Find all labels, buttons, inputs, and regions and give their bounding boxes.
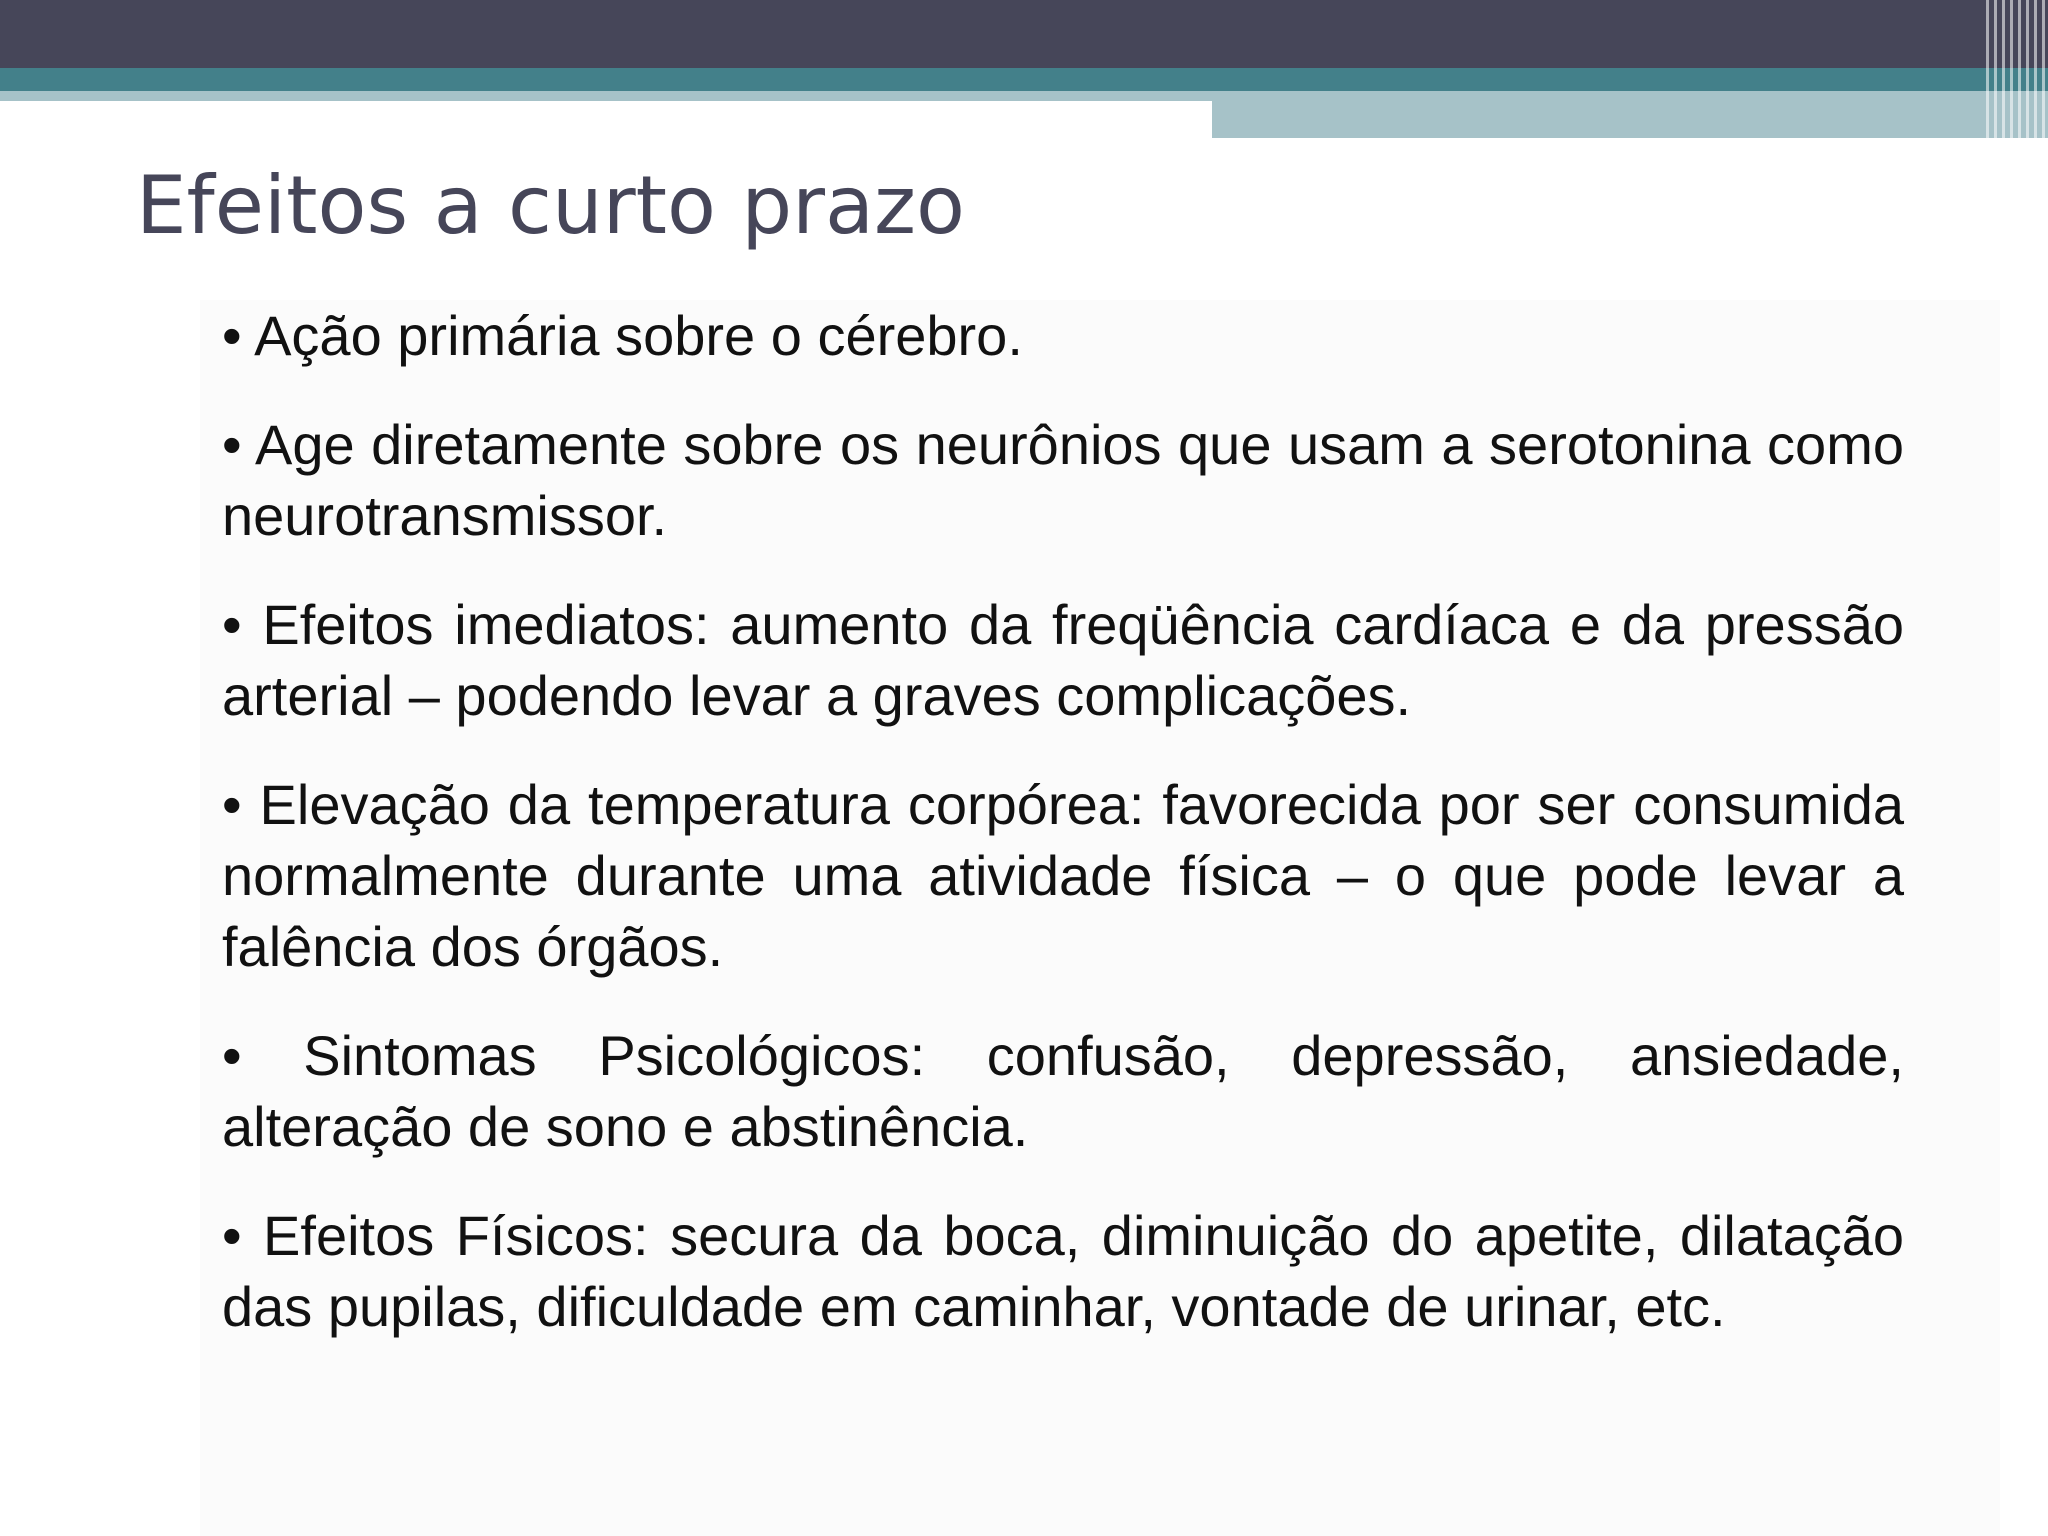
bullet-item-physical-effects: • Efeitos Físicos: secura da boca, diminuição do apetite, dilatação das pupilas, dificuldade em caminhar, vontade de urinar, etc. [222,1204,1904,1338]
bullet-item-psychological-symptoms: • Sintomas Psicológicos: confusão, depressão, ansiedade, alteração de sono e abstinência. [222,1024,1904,1158]
bullet-item-primary-action: • Ação primária sobre o cérebro. [222,304,1023,367]
slide-title: Efeitos a curto prazo [136,159,965,252]
header-teal-band [0,68,2048,91]
header-dark-bar [0,0,2048,68]
header-light-tab [1212,91,2048,138]
bullet-item-serotonin: • Age diretamente sobre os neurônios que usam a serotonina como neurotransmissor. [222,413,1904,547]
header-edge-stripes [1986,0,2048,138]
bullet-item-temperature: • Elevação da temperatura corpórea: favorecida por ser consumida normalmente durante uma atividade física – o que pode levar a falência dos órgãos. [222,773,1904,978]
bullet-list [222,300,1904,1380]
bullet-item-immediate-effects: • Efeitos imediatos: aumento da freqüência cardíaca e da pressão arterial – podendo levar a graves complicações. [222,593,1904,727]
header-light-band [0,91,1212,101]
